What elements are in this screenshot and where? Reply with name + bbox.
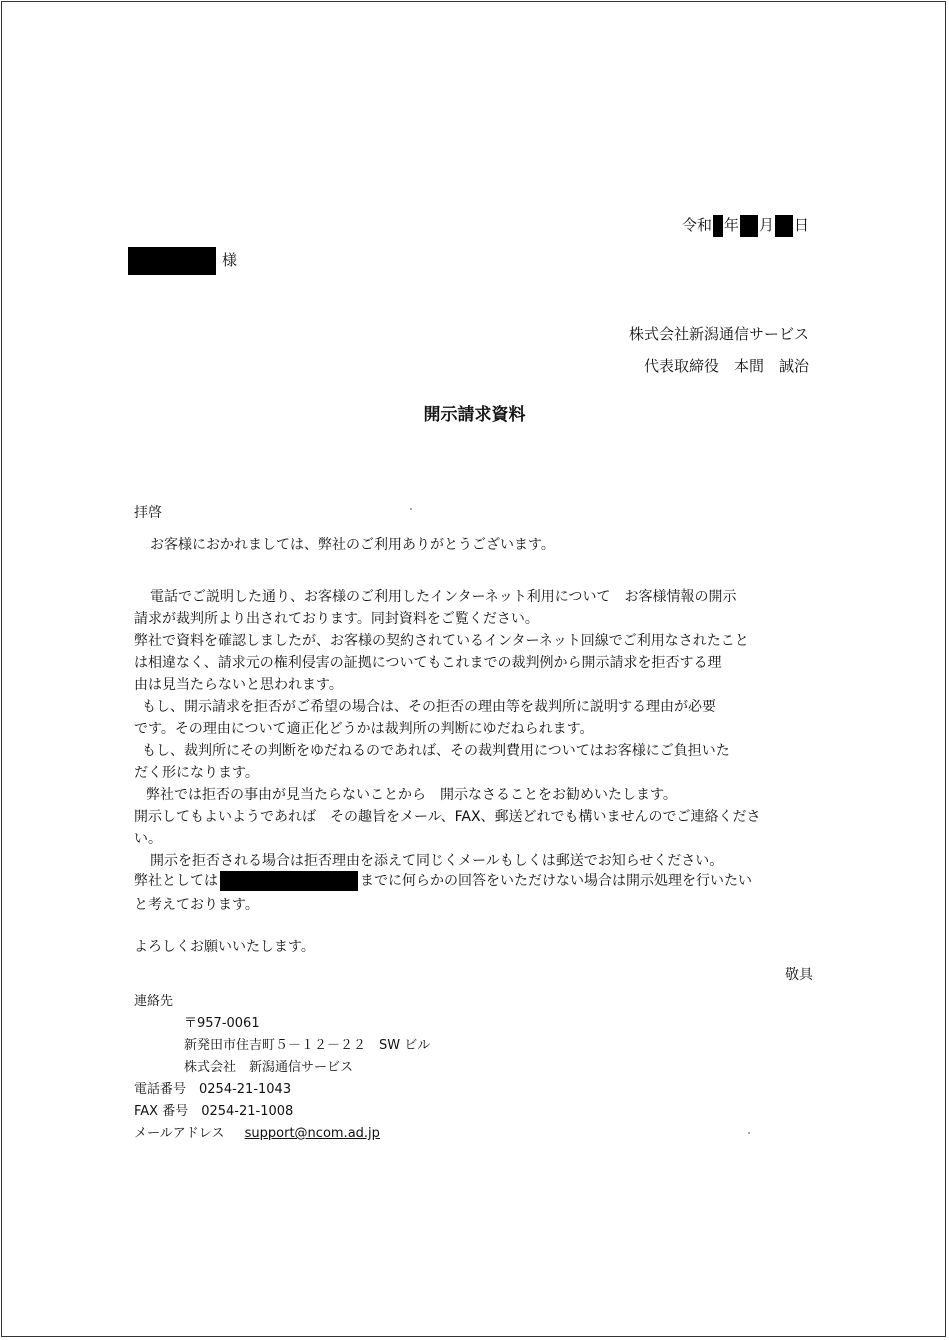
scan-speck: [748, 1132, 750, 1134]
body-p3-line2: は相違なく、請求元の権利侵害の証拠についてもこれまでの裁判例から開示請求を拒否する理: [134, 655, 722, 671]
scan-speck: [410, 508, 412, 510]
date-month-label: 月: [758, 216, 774, 234]
date-day-label: 日: [793, 216, 809, 234]
body-p9-line1: [134, 870, 752, 891]
greeting: 拝啓: [134, 505, 162, 521]
contact-heading: 連絡先: [134, 994, 174, 1009]
document-title: 開示請求資料: [423, 405, 526, 425]
body-p5-line1: もし、裁判所にその判断をゆだねるのであれば、その裁判費用についてはお客様にご負担いた: [142, 743, 730, 759]
redacted-month: [740, 215, 758, 237]
body-p8: 開示を拒否される場合は拒否理由を添えて同じくメールもしくは郵送でお知らせください。: [150, 853, 724, 869]
body-p6: 弊社では拒否の事由が見当たらないことから 開示なさることをお勧めいたします。: [146, 787, 677, 803]
body-p4-line2: です。その理由について適正化どうかは裁判所の判断にゆだねられます。: [134, 721, 594, 737]
redacted-day: [775, 215, 793, 237]
contact-phone: 電話番号 0254-21-1043: [134, 1082, 292, 1097]
date-line: [682, 214, 809, 237]
body-p5-line2: だく形になります。: [134, 765, 259, 781]
contact-email-label: メールアドレス: [134, 1126, 225, 1141]
closing-keigu: 敬具: [785, 967, 813, 983]
body-p1: お客様におかれましては、弊社のご利用ありがとうございます。: [150, 537, 555, 553]
body-p7-line1: 開示してもよいようであれば その趣旨をメール、FAX、郵送どれでも構いませんのでご連絡くださ: [134, 809, 761, 825]
date-era: 令和: [681, 216, 712, 234]
contact-email-link[interactable]: support@ncom.ad.jp: [244, 1126, 380, 1141]
contact-fax: FAX 番号 0254-21-1008: [134, 1104, 294, 1119]
body-p9-line2: と考えております。: [134, 897, 259, 913]
closing-request: よろしくお願いいたします。: [134, 939, 315, 955]
contact-email-row: [134, 1122, 380, 1141]
body-p7-line2: い。: [134, 831, 162, 847]
redacted-year: [713, 215, 723, 237]
redacted-deadline: [220, 871, 358, 891]
body-p3-line1: 弊社で資料を確認しましたが、お客様の契約されているインターネット回線でご利用なされたこと: [134, 633, 749, 649]
body-p2-line1: 電話でご説明した通り、お客様のご利用したインターネット利用について お客様情報の開示: [150, 589, 737, 605]
contact-company: 株式会社 新潟通信サービス: [184, 1060, 354, 1075]
body-p9-suffix: までに何らかの回答をいただけない場合は開示処理を行いたい: [360, 873, 752, 889]
sender-representative: 代表取締役 本間 誠治: [643, 357, 809, 375]
body-p9-prefix: 弊社としては: [134, 873, 218, 889]
contact-address: 新発田市住吉町５－１２－２２ SW ビル: [184, 1038, 431, 1053]
redacted-recipient-name: [128, 247, 216, 275]
body-p2-line2: 請求が裁判所より出されております。同封資料をご覧ください。: [134, 611, 539, 627]
body-p4-line1: もし、開示請求を拒否がご希望の場合は、その拒否の理由等を裁判所に説明する理由が必要: [142, 699, 716, 715]
body-p3-line3: 由は見当たらないと思われます。: [134, 677, 343, 693]
recipient: [128, 246, 237, 274]
sender-company: 株式会社新潟通信サービス: [628, 325, 809, 343]
recipient-honorific: 様: [222, 251, 238, 269]
contact-postal: 〒957-0061: [184, 1016, 260, 1031]
date-year-label: 年: [723, 216, 739, 234]
